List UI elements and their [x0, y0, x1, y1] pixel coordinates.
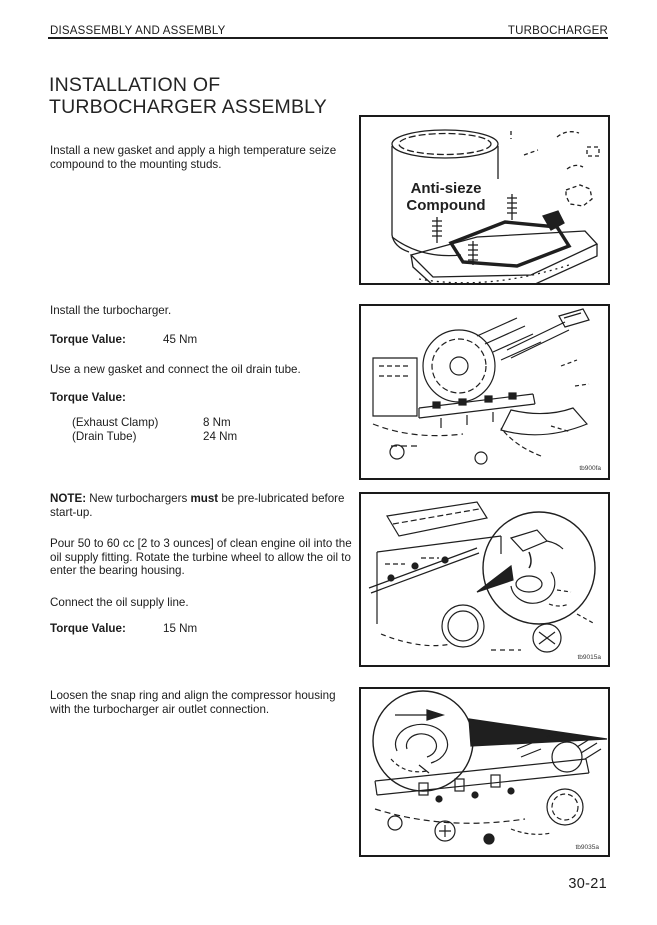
note-text-2: be pre-lubricated before start-up.	[50, 492, 345, 519]
figure-code: tb9035a	[575, 844, 599, 851]
can-label-line1: Anti-sieze	[410, 180, 482, 197]
paragraph-pour-oil: Pour 50 to 60 cc [2 to 3 ounces] of clean engine oil into the oil supply fitting. Rotate the turbine wheel to allow the oil to enter the bearing housing.	[50, 537, 352, 578]
figure-anti-seize	[359, 115, 610, 285]
page-title-line1: INSTALLATION OF	[49, 74, 221, 96]
can-label-line2: Compound	[406, 197, 486, 214]
note-paragraph	[50, 492, 356, 519]
paragraph-gasket-compound: Install a new gasket and apply a high temperature seize compound to the mounting studs.	[50, 144, 337, 171]
torque-row-name: (Exhaust Clamp)	[72, 416, 159, 429]
engine-left	[369, 502, 595, 652]
torque-value-1: 45 Nm	[163, 333, 198, 346]
torque-line-3	[50, 622, 356, 636]
figure-code: tb900fa	[579, 465, 601, 472]
figure-code: tb9015a	[577, 654, 601, 661]
torque-label-1: Torque Value:	[50, 333, 126, 346]
fig4-illustration	[361, 689, 608, 855]
header-section-title: DISASSEMBLY AND ASSEMBLY	[50, 25, 226, 37]
paragraph-connect-supply: Connect the oil supply line.	[50, 596, 189, 609]
magnifier-circle	[483, 512, 595, 624]
page-number: 30-21	[568, 876, 607, 892]
torque-line-2	[50, 391, 356, 405]
engine-block	[373, 358, 487, 464]
intake-manifold	[375, 759, 589, 802]
can-label	[406, 180, 485, 214]
figure-snap-ring	[359, 687, 610, 857]
turbo-shaft	[507, 309, 589, 358]
header-rule	[48, 37, 608, 39]
paragraph-snap-ring: Loosen the snap ring and align the compressor housing with the turbocharger air outlet connection.	[50, 689, 336, 716]
page-title	[49, 74, 327, 118]
torque-row-name: (Drain Tube)	[72, 429, 137, 443]
header-chapter-title: TURBOCHARGER	[507, 25, 608, 37]
note-prefix: NOTE:	[50, 492, 87, 505]
page-title-line2: TURBOCHARGER ASSEMBLY	[49, 96, 327, 118]
oil-pour-detail	[511, 530, 571, 606]
note-text-1: New turbochargers	[86, 492, 191, 505]
note-bold-must: must	[190, 492, 219, 505]
torque-label-3: Torque Value:	[50, 622, 126, 635]
torque-row-value: 8 Nm	[203, 416, 231, 429]
torque-table	[50, 416, 356, 443]
manifold	[501, 360, 589, 456]
mounting-plate	[411, 231, 597, 283]
callout-wedge	[469, 719, 607, 746]
paragraph-drain-tube: Use a new gasket and connect the oil drain tube.	[50, 363, 301, 376]
torque-row-drain-tube	[72, 430, 356, 444]
torque-line-1	[50, 333, 356, 347]
paragraph-install-turbo: Install the turbocharger.	[50, 304, 172, 317]
fig3-illustration	[361, 494, 608, 665]
figure-install-turbo	[359, 304, 610, 480]
snap-ring-detail	[391, 710, 448, 773]
torque-label-2: Torque Value:	[50, 391, 126, 404]
figure-prelube-oil	[359, 492, 610, 667]
fig1-illustration	[361, 117, 608, 283]
fig2-illustration	[361, 306, 608, 478]
torque-value-3: 15 Nm	[163, 622, 198, 635]
torque-row-exhaust-clamp	[72, 416, 356, 430]
torque-row-value: 24 Nm	[203, 429, 238, 443]
exhaust-flange	[419, 393, 535, 428]
engine-lower	[375, 789, 583, 844]
turbo-housing	[423, 318, 541, 402]
